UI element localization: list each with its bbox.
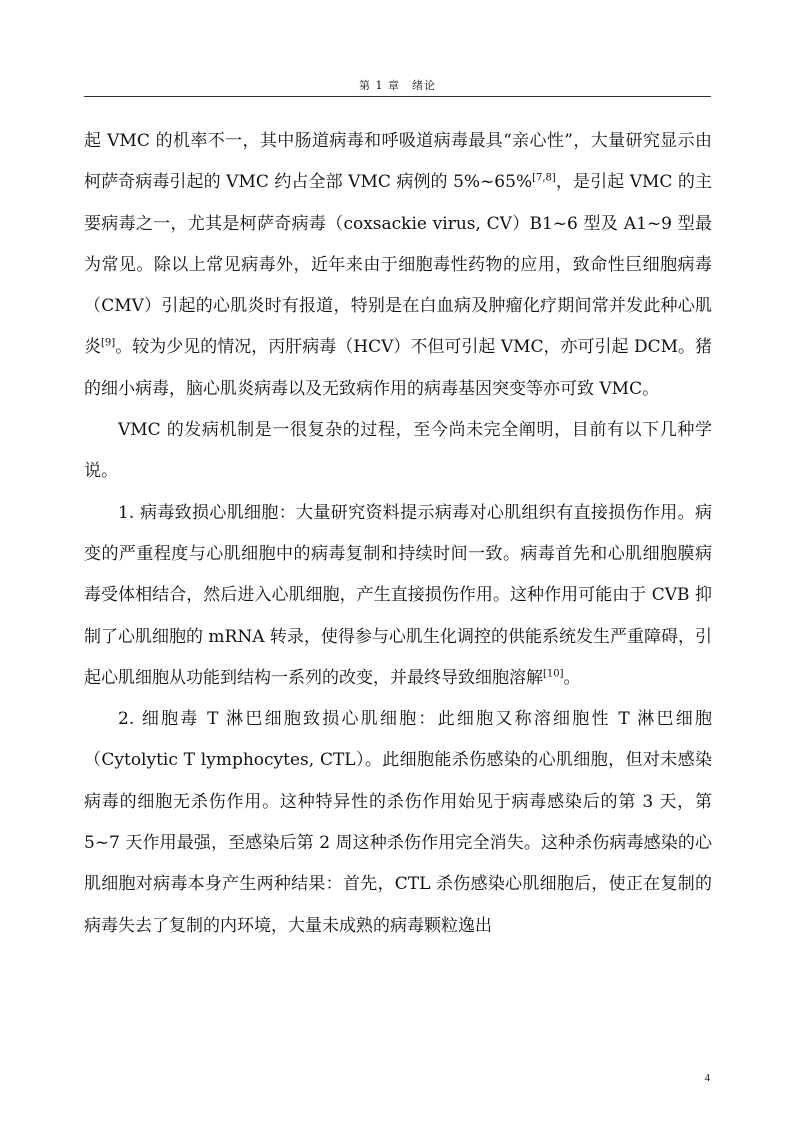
- citation-marker: [10]: [543, 668, 564, 680]
- chapter-title: 第 1 章 绪论: [359, 79, 436, 92]
- text-run: 。较为少见的情况，丙肝病毒（HCV）不但可引起 VMC，亦可引起 DCM。猪的细小病毒，脑心肌炎病毒以及无致病作用的病毒基因突变等亦可致 VMC。: [84, 337, 713, 399]
- text-run: VMC 的发病机制是一很复杂的过程，至今尚未完全阐明，目前有以下几种学说。: [84, 420, 712, 482]
- text-run: 2. 细胞毒 T 淋巴细胞致损心肌细胞：此细胞又称溶细胞性 T 淋巴细胞（Cytolytic T lymphocytes, CTL）。此细胞能杀伤感染的心肌细胞，但对未感染病毒的细胞无杀伤作用。这种特异性的杀伤作用始见于病毒感染后的第 3 天，第 5~7 天作用最强，至感染后第 2 周这种杀伤作用完全消失。这种杀伤病毒感染的心肌细胞对病毒本身产生两种结果：首先，CTL 杀伤感染心肌细胞后，使正在复制的病毒失去了复制的内环境，大量未成熟的病毒颗粒逸出: [84, 709, 712, 936]
- paragraph: [84, 493, 712, 699]
- paragraph: [84, 121, 712, 410]
- citation-marker: [9]: [101, 337, 116, 349]
- body-text: [84, 121, 712, 947]
- text-run: 起 VMC 的机率不一，其中肠道病毒和呼吸道病毒最具“亲心性”，大量研究显示由柯萨奇病毒引起的 VMC 约占全部 VMC 病例的 5%~65%: [84, 131, 712, 193]
- paragraph: [84, 699, 712, 947]
- text-run: ，是引起 VMC 的主要病毒之一，尤其是柯萨奇病毒（coxsackie virus, CV）B1~6 型及 A1~9 型最为常见。除以上常见病毒外，近年来由于细胞毒性药物的应用，致命性巨细胞病毒（CMV）引起的心肌炎时有报道，特别是在白血病及肿瘤化疗期间常并发此种心肌炎: [84, 172, 713, 358]
- paragraph: [84, 410, 712, 493]
- text-run: 。: [563, 667, 581, 688]
- citation-marker: [7,8]: [532, 172, 556, 184]
- page-number: 4: [704, 1072, 710, 1084]
- running-header: [84, 78, 711, 97]
- text-run: 1. 病毒致损心肌细胞：大量研究资料提示病毒对心肌组织有直接损伤作用。病变的严重程度与心肌细胞中的病毒复制和持续时间一致。病毒首先和心肌细胞膜病毒受体相结合，然后进入心肌细胞，产生直接损伤作用。这种作用可能由于 CVB 抑制了心肌细胞的 mRNA 转录，使得参与心肌生化调控的供能系统发生严重障碍，引起心肌细胞从功能到结构一系列的改变，并最终导致细胞溶解: [84, 502, 712, 688]
